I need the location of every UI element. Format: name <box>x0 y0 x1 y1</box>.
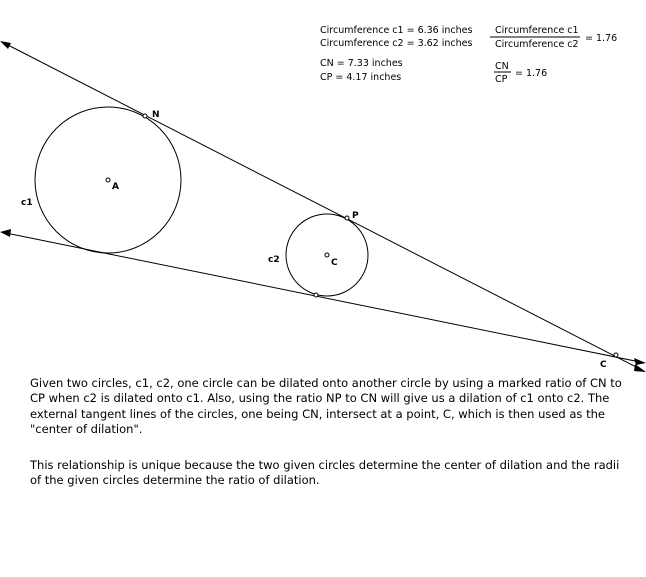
ratio-seg-value: = 1.76 <box>515 68 548 79</box>
measure-circumference-c2: Circumference c2 = 3.62 inches <box>320 38 473 49</box>
ratio-circ-numerator: Circumference c1 <box>495 25 579 36</box>
label-c1: c1 <box>21 198 33 208</box>
uniqueness-paragraph: This relationship is unique because the two given circles determine the center of dilation and the radii of the given circles determine the ratio of dilation. <box>30 458 620 488</box>
label-n: N <box>152 110 160 120</box>
point-lower-tangent-c2 <box>314 293 318 297</box>
label-center-of-dilation: C <box>600 360 607 370</box>
ratio-circ-value: = 1.76 <box>585 33 618 44</box>
label-c2: c2 <box>268 255 280 265</box>
arrowhead-upper-left <box>0 41 11 49</box>
ratio-seg-denominator: CP <box>495 74 508 85</box>
measure-cn: CN = 7.33 inches <box>320 58 403 69</box>
label-p: P <box>352 211 359 221</box>
arrowhead-lower-left <box>0 229 11 237</box>
point-c2-center <box>325 253 329 257</box>
explanation-paragraph: Given two circles, c1, c2, one circle can be dilated onto another circle by using a marked ratio of CN to CP when c2 is dilated onto c1. Also, using the ratio NP to CN will give us a dilation of c1 onto c2. The external tangent lines of the circles, one being CN, intersect at a point, C, which is then used as the "center of dilation". <box>30 376 622 436</box>
arrowhead-lower-right <box>634 358 646 365</box>
measure-circumference-c1: Circumference c1 = 6.36 inches <box>320 25 473 36</box>
point-n <box>143 114 147 118</box>
label-a: A <box>112 182 119 192</box>
point-center-of-dilation <box>614 353 618 357</box>
ratio-seg-numerator: CN <box>495 61 509 72</box>
measure-cp: CP = 4.17 inches <box>320 72 402 83</box>
point-a <box>106 178 110 182</box>
point-p <box>345 216 349 220</box>
arrowhead-upper-right <box>634 364 646 372</box>
ratio-circ-denominator: Circumference c2 <box>495 39 579 50</box>
tangent-line-cn <box>6 44 640 369</box>
label-c2-center: C <box>331 258 338 268</box>
